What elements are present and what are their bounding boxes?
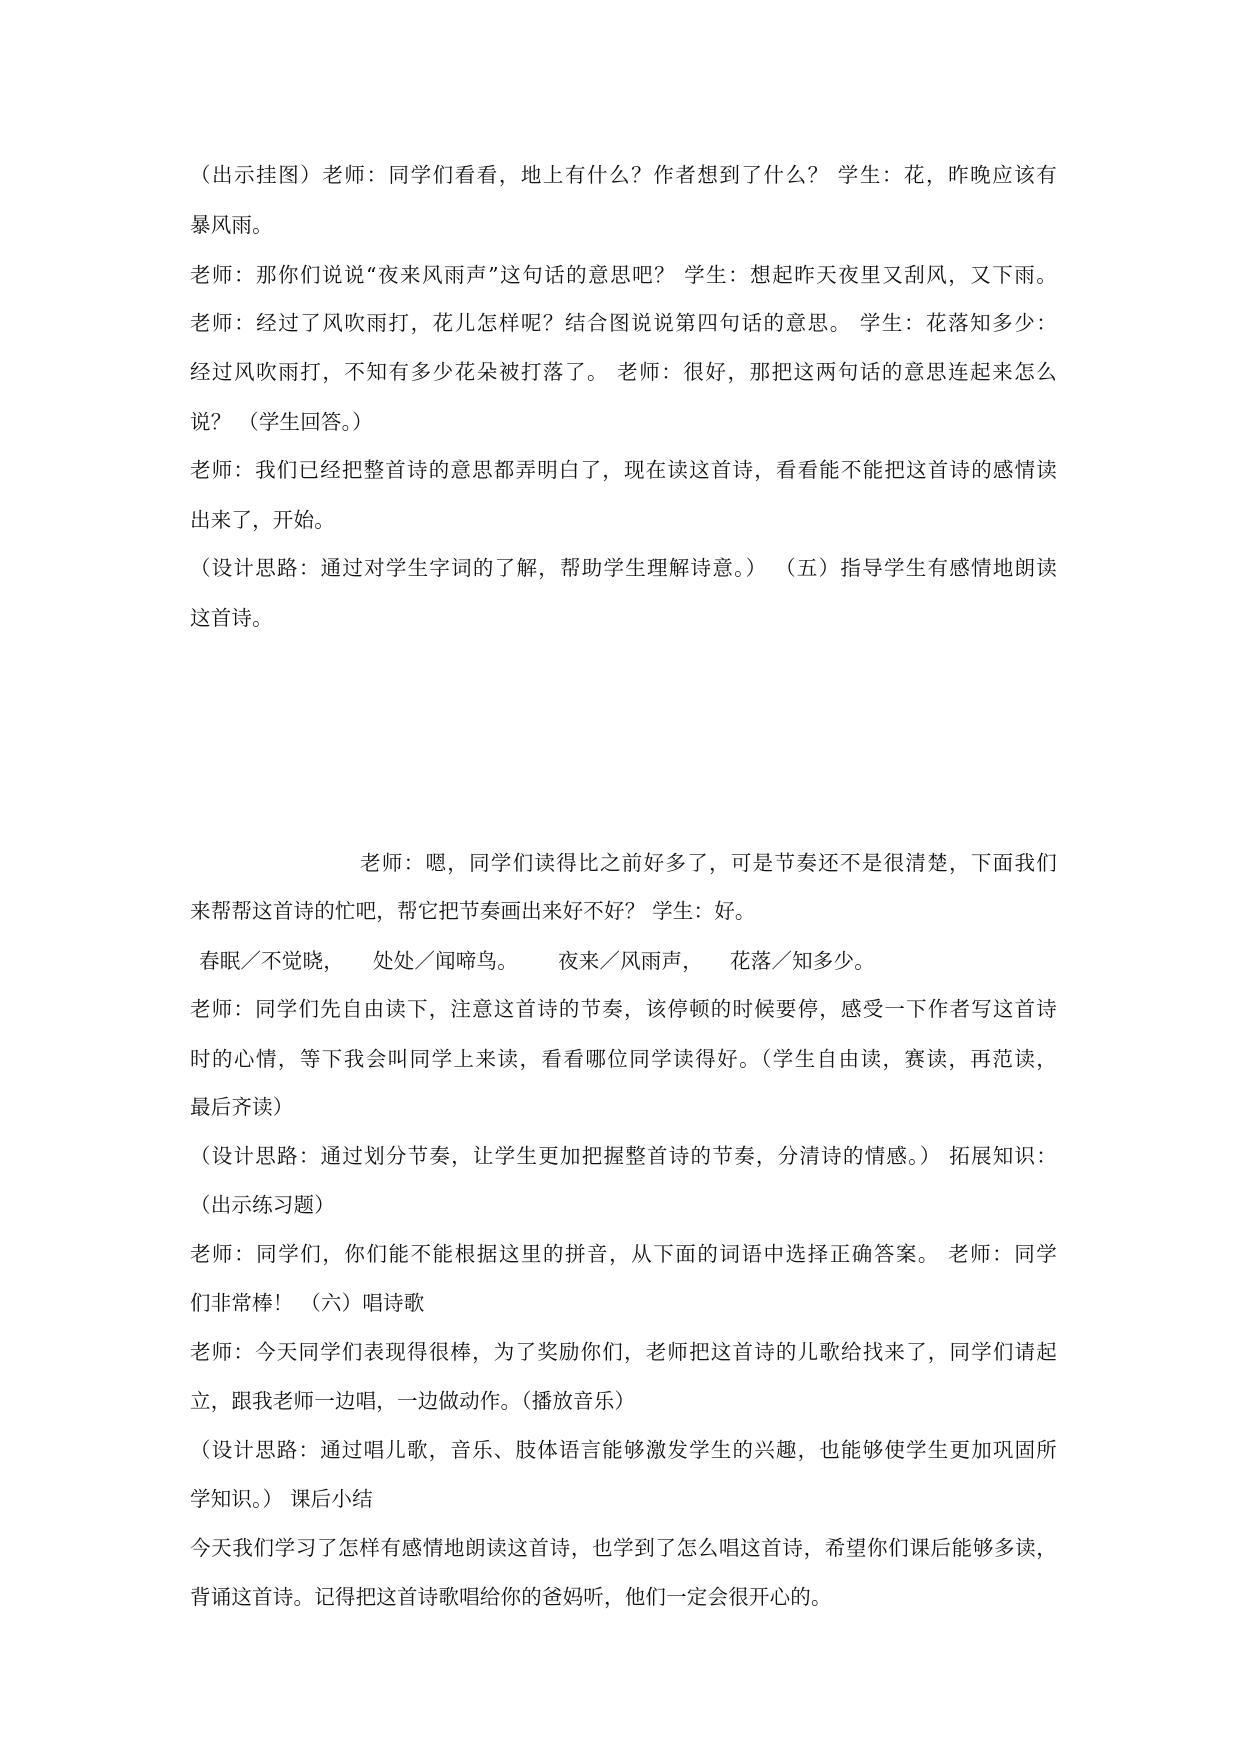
paragraph-line: 老师：同学们先自由读下，注意这首诗的节奏，该停顿的时候要停，感受一下作者写这首诗: [190, 997, 1057, 1021]
paragraph-line: 老师：嗯，同学们读得比之前好多了，可是节奏还不是很清楚，下面我们: [360, 851, 1057, 875]
paragraph-line: 学知识。） 课后小结: [190, 1487, 373, 1511]
poem-rhythm-verse: 处处／闻啼鸟。: [373, 949, 518, 973]
paragraph-line: 老师：那你们说说“夜来风雨声”这句话的意思吧？ 学生：想起昨天夜里又刮风，又下雨。: [190, 263, 1057, 287]
paragraph-line: 说？ （学生回答。）: [190, 410, 373, 434]
paragraph-line: 立，跟我老师一边唱，一边做动作。（播放音乐）: [190, 1389, 636, 1413]
paragraph-line: 时的心情，等下我会叫同学上来读，看看哪位同学读得好。（学生自由读，赛读，再范读，: [190, 1047, 1057, 1071]
paragraph-line: 经过风吹雨打，不知有多少花朵被打落了。 老师：很好，那把这两句话的意思连起来怎么: [190, 360, 1057, 384]
paragraph-line: （出示挂图）老师：同学们看看，地上有什么？作者想到了什么？ 学生：花，昨晚应该有: [190, 163, 1057, 187]
paragraph-line: 们非常棒！ （六）唱诗歌: [190, 1291, 425, 1315]
paragraph-line: 老师：今天同学们表现得很棒，为了奖励你们，老师把这首诗的儿歌给找来了，同学们请起: [190, 1340, 1057, 1364]
paragraph-line: 暴风雨。: [190, 213, 273, 237]
paragraph-line: 今天我们学习了怎样有感情地朗读这首诗，也学到了怎么唱这首诗，希望你们课后能够多读，: [190, 1536, 1057, 1560]
paragraph-line: 背诵这首诗。记得把这首诗歌唱给你的爸妈听，他们一定会很开心的。: [190, 1585, 832, 1609]
poem-rhythm-verse: 夜来／风雨声，: [558, 949, 703, 973]
paragraph-line: （出示练习题）: [190, 1193, 335, 1217]
paragraph-line: 最后齐读）: [190, 1095, 294, 1119]
paragraph-line: （设计思路：通过划分节奏，让学生更加把握整首诗的节奏，分清诗的情感。） 拓展知识：: [190, 1144, 1057, 1168]
paragraph-line: 老师：经过了风吹雨打，花儿怎样呢？结合图说说第四句话的意思。 学生：花落知多少：: [190, 311, 1057, 335]
poem-rhythm-verse: 春眠／不觉晓，: [199, 949, 344, 973]
paragraph-line: 老师：我们已经把整首诗的意思都弄明白了，现在读这首诗，看看能不能把这首诗的感情读: [190, 458, 1057, 482]
paragraph-line: （设计思路：通过唱儿歌，音乐、肢体语言能够激发学生的兴趣，也能够使学生更加巩固所: [190, 1438, 1057, 1462]
paragraph-line: （设计思路：通过对学生字词的了解，帮助学生理解诗意。） （五）指导学生有感情地朗读: [190, 556, 1057, 580]
paragraph-line: 老师：同学们，你们能不能根据这里的拼音，从下面的词语中选择正确答案。 老师：同学: [190, 1242, 1057, 1266]
paragraph-line: 来帮帮这首诗的忙吧，帮它把节奏画出来好不好？ 学生：好。: [190, 899, 756, 923]
poem-rhythm-verse: 花落／知多少。: [730, 949, 875, 973]
paragraph-line: 出来了，开始。: [190, 508, 335, 532]
paragraph-line: 这首诗。: [190, 606, 273, 630]
